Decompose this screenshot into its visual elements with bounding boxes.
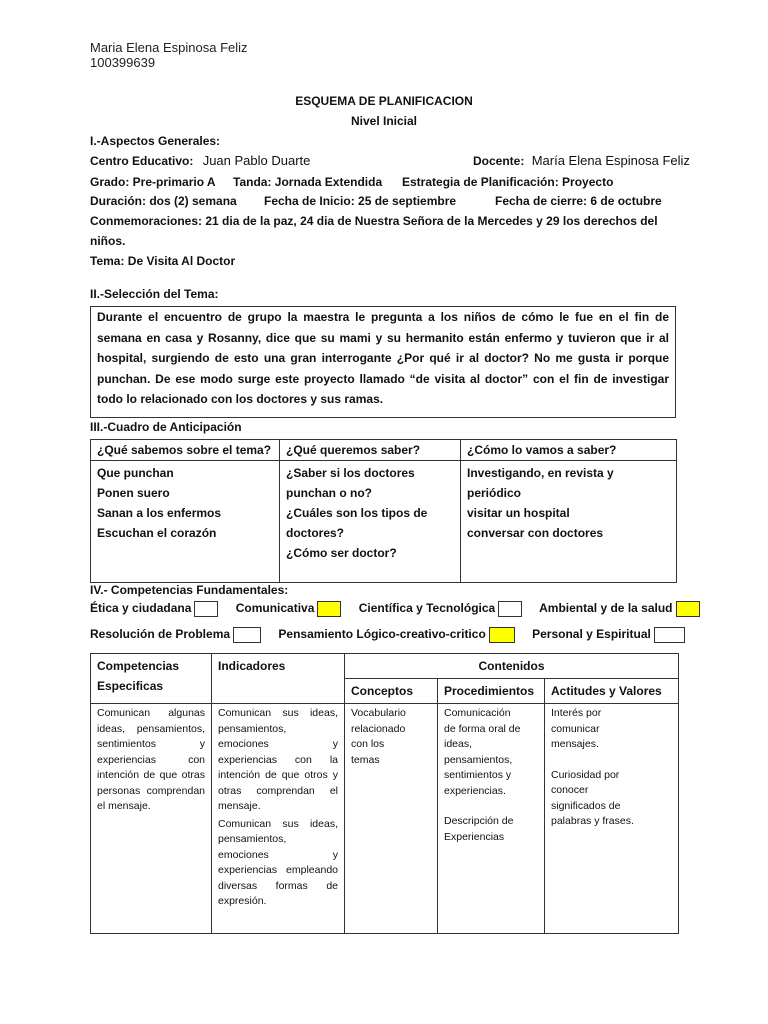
section-1-heading: I.-Aspectos Generales: (90, 134, 221, 148)
centro-educativo (90, 153, 310, 168)
grado: Grado: Pre-primario A (90, 175, 216, 189)
header-actitudes: Actitudes y Valores (545, 679, 679, 704)
competencia-comunicativa-label: Comunicativa (235, 601, 315, 616)
cell-competencias: Comunican algunas ideas, pensamientos, sentimientos y experiencias con intención de que otras personas comprendan el mensaje. (91, 704, 212, 934)
competencia-etica-label: Ética y ciudadana (90, 601, 192, 616)
centro-value: Juan Pablo Duarte (202, 153, 311, 168)
competencia-pensamiento-checkbox[interactable] (489, 627, 515, 643)
competencia-cientifica-label: Científica y Tecnológica (358, 601, 496, 616)
competencias-row-1 (90, 601, 700, 617)
competencia-comunicativa-checkbox[interactable] (317, 601, 341, 617)
competencia-personal-checkbox[interactable] (654, 627, 685, 643)
conmemoraciones-line-2: niños. (90, 234, 126, 248)
list-item: punchan o no? (286, 486, 372, 500)
docente (473, 153, 690, 168)
indicador-2: Comunican sus ideas, pensamientos, emociones y experiencias empleando diversas formas de expresión. (218, 817, 338, 907)
section-3-heading: III.-Cuadro de Anticipación (90, 420, 242, 434)
competencia-personal-label: Personal y Espiritual (532, 627, 651, 642)
header-competencias: Competencias Especificas (91, 654, 212, 704)
procedimiento-1: Comunicación de forma oral de ideas, pensamientos, sentimientos y experiencias. (444, 707, 521, 797)
header-procedimientos: Procedimientos (438, 679, 545, 704)
header-que-queremos: ¿Qué queremos saber? (280, 440, 461, 461)
competencias-row-2 (90, 627, 685, 643)
col-como-saber (461, 461, 677, 583)
competencia-pensamiento-label: Pensamiento Lógico-creativo-critico (278, 627, 486, 642)
col-que-queremos (280, 461, 461, 583)
document-subtitle: Nivel Inicial (350, 114, 418, 128)
indicador-1: Comunican sus ideas, pensamientos, emociones y experiencias con la intención de que otros y otras comprendan el mensaje. (218, 707, 338, 812)
tanda: Tanda: Jornada Extendida (233, 175, 383, 189)
header-que-sabemos: ¿Qué sabemos sobre el tema? (91, 440, 280, 461)
competencia-etica-checkbox[interactable] (194, 601, 218, 617)
col-que-sabemos (91, 461, 280, 583)
author-id: 100399639 (90, 55, 156, 70)
cell-indicadores (212, 704, 345, 934)
cell-actitudes (545, 704, 679, 934)
section-2-heading: II.-Selección del Tema: (90, 287, 219, 301)
conmemoraciones-line-1: Conmemoraciones: 21 dia de la paz, 24 dia de Nuestra Señora de la Mercedes y 29 los derechos del (90, 214, 658, 228)
estrategia: Estrategia de Planificación: Proyecto (402, 175, 614, 189)
list-item: Sanan a los enfermos (97, 506, 222, 520)
cell-procedimientos (438, 704, 545, 934)
competencia-ambiental-checkbox[interactable] (676, 601, 700, 617)
duracion: Duración: dos (2) semana (90, 194, 237, 208)
competencia-resolucion-checkbox[interactable] (233, 627, 261, 643)
actitud-1: Interés por comunicar mensajes. (551, 707, 602, 750)
docente-label: Docente: (473, 154, 525, 168)
table-header-row (91, 440, 677, 461)
header-conceptos: Conceptos (345, 679, 438, 704)
list-item: ¿Cuáles son los tipos de (286, 506, 428, 520)
list-item: ¿Saber si los doctores (286, 466, 415, 480)
table-row (91, 461, 677, 583)
fecha-cierre: Fecha de cierre: 6 de octubre (495, 194, 662, 208)
table-row (91, 704, 679, 934)
planificacion-matrix (90, 653, 679, 934)
list-item: conversar con doctores (467, 526, 604, 540)
cell-conceptos: Vocabulario relacionado con los temas (345, 704, 438, 934)
list-item: Ponen suero (97, 486, 170, 500)
docente-value: María Elena Espinosa Feliz (531, 153, 690, 168)
list-item: Que punchan (97, 466, 174, 480)
header-como-saber: ¿Cómo lo vamos a saber? (461, 440, 677, 461)
header-indicadores: Indicadores (212, 654, 345, 704)
author-name: Maria Elena Espinosa Feliz (90, 40, 248, 55)
seleccion-tema-box: Durante el encuentro de grupo la maestra le pregunta a los niños de cómo le fue en el fin de semana en casa y Rosanny, dice que su mami y su hermanito están enfermo y tuvieron que ir al hospital, surgiendo de esto una gran interrogante ¿Por qué ir al doctor? No me gusta ir porque punchan. De ese modo surge este proyecto llamado “de visita al doctor” con el fin de investigar todo lo relacionado con los doctores y sus ramas. (90, 306, 676, 418)
list-item: ¿Cómo ser doctor? (286, 546, 397, 560)
tema: Tema: De Visita Al Doctor (90, 254, 236, 268)
list-item: doctores? (286, 526, 345, 540)
list-item: Escuchan el corazón (97, 526, 217, 540)
matrix-header-row (91, 654, 679, 679)
header-contenidos: Contenidos (345, 654, 679, 679)
competencia-cientifica-checkbox[interactable] (498, 601, 522, 617)
actitud-2: Curiosidad por conocer significados de palabras y frases. (551, 768, 634, 827)
list-item: visitar un hospital (467, 506, 570, 520)
document-title: ESQUEMA DE PLANIFICACION (295, 94, 473, 108)
section-4-heading: IV.- Competencias Fundamentales: (90, 583, 289, 597)
fecha-inicio: Fecha de Inicio: 25 de septiembre (264, 194, 457, 208)
competencia-ambiental-label: Ambiental y de la salud (539, 601, 673, 616)
procedimiento-2: Descripción de Experiencias (444, 815, 514, 843)
centro-label: Centro Educativo: (90, 154, 194, 168)
competencia-resolucion-label: Resolución de Problema (90, 627, 231, 642)
list-item: Investigando, en revista y periódico (467, 466, 614, 500)
anticipacion-table (90, 439, 677, 583)
